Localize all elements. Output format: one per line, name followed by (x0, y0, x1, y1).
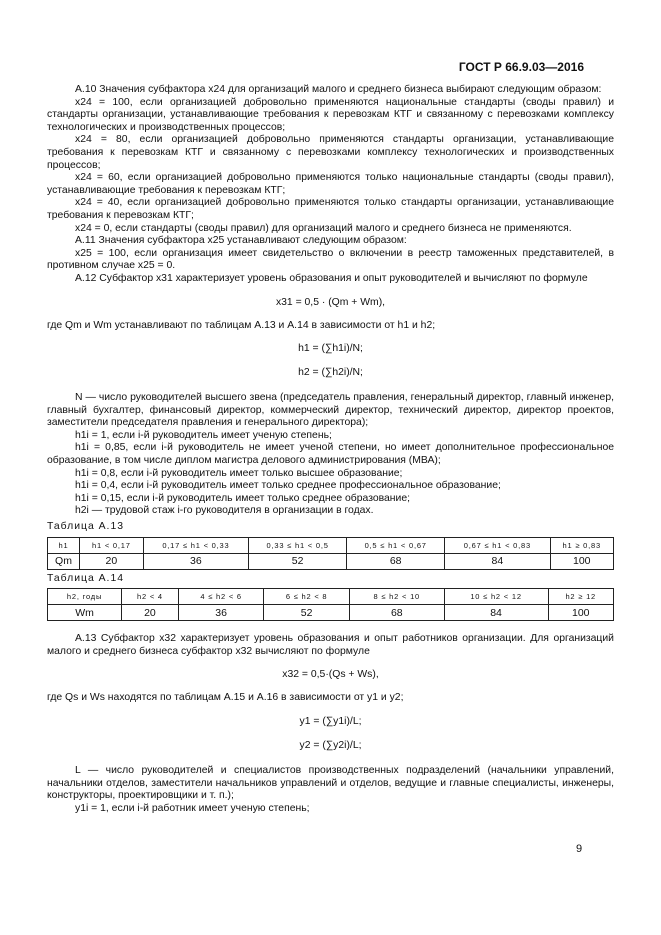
table-cell: 8 ≤ h2 < 10 (349, 589, 444, 605)
table-cell: Wm (48, 605, 122, 621)
formula-h2: h2 = (∑h2i)/N; (298, 367, 363, 379)
paragraph: L — число руководителей и специалистов производственных подразделений (начальники управлений, начальники отделов, заместители начальников управлений и отделов, ведущие и главные специалисты, инженеры, конструкторы, проектировщики и т. п.); (47, 765, 614, 802)
page-body (47, 84, 614, 815)
table-cell: 84 (445, 553, 550, 569)
table-cell: 100 (548, 605, 614, 621)
table-cell: 6 ≤ h2 < 8 (264, 589, 350, 605)
paragraph: А.11 Значения субфактора x25 устанавливают следующим образом: (75, 235, 407, 247)
table-row (48, 553, 614, 569)
table-cell: 4 ≤ h2 < 6 (178, 589, 264, 605)
table-cell: 100 (550, 553, 613, 569)
formula-x32: x32 = 0,5·(Qs + Ws), (282, 669, 379, 681)
page-number: 9 (576, 843, 583, 855)
table-cell: h1 (48, 537, 80, 553)
paragraph: А.13 Субфактор x32 характеризует уровень образования и опыт работников организации. Для организаций малого и среднего бизнеса субфактор x32 вычисляют по формуле (47, 633, 614, 657)
table-cell: 0,5 ≤ h1 < 0,67 (347, 537, 445, 553)
table-cell: 36 (178, 605, 264, 621)
table-row (48, 605, 614, 621)
paragraph: x24 = 40, если организацией добровольно применяются только стандарты организации, устанавливающие требования к перевозкам КТГ; (47, 197, 614, 221)
table-cell: 36 (143, 553, 248, 569)
paragraph: h1i = 0,85, если i-й руководитель не имеет ученой степени, но имеет дополнительное профессиональное образование, в том числе диплом магистра делового администрирования (МВА); (47, 442, 614, 467)
table-caption: Таблица А.14 (47, 572, 125, 584)
table-cell: 20 (122, 605, 179, 621)
table-cell: h2 < 4 (122, 589, 179, 605)
table-cell: 20 (79, 553, 143, 569)
paragraph: h1i = 0,8, если i-й руководитель имеет только высшее образование; (75, 467, 403, 479)
document-code: ГОСТ Р 66.9.03—2016 (458, 60, 584, 74)
paragraph: N — число руководителей высшего звена (председатель правления, генеральный директор, главный инженер, главный бухгалтер, финансовый директор, коммерческий директор, технический директор, директор проектов, заместители председателя правления и генерального директора); (47, 392, 614, 429)
table-cell: 68 (347, 553, 445, 569)
table-cell: 52 (249, 553, 347, 569)
table-cell: 84 (444, 605, 548, 621)
paragraph: А.10 Значения субфактора x24 для организаций малого и среднего бизнеса выбирают следующим образом: (75, 84, 602, 95)
formula-explanation: где Qs и Ws находятся по таблицам А.15 и А.16 в зависимости от y1 и y2; (47, 692, 404, 704)
formula-y2: y2 = (∑y2i)/L; (299, 740, 362, 751)
table-cell: h2, годы (48, 589, 122, 605)
table-cell: h1 ≥ 0,83 (550, 537, 613, 553)
table-cell: 0,67 ≤ h1 < 0,83 (445, 537, 550, 553)
paragraph: y1i = 1, если i-й работник имеет ученую степень; (75, 802, 310, 814)
formula-h1: h1 = (∑h1i)/N; (298, 343, 363, 355)
table-cell: 68 (349, 605, 444, 621)
formula-explanation: где Qm и Wm устанавливают по таблицам А.13 и А.14 в зависимости от h1 и h2; (47, 319, 436, 331)
formula-y1: y1 = (∑y1i)/L; (299, 716, 362, 727)
table-a13 (47, 537, 614, 570)
paragraph: h1i = 1, если i-й руководитель имеет ученую степень; (75, 429, 332, 441)
table-cell: 52 (264, 605, 350, 621)
paragraph: x25 = 100, если организация имеет свидетельство о включении в реестр таможенных представителей, в противном случае x25 = 0. (47, 247, 614, 272)
table-cell: 10 ≤ h2 < 12 (444, 589, 548, 605)
paragraph: h1i = 0,15, если i-й руководитель имеет только среднее образование; (75, 492, 411, 504)
paragraph: А.12 Субфактор x31 характеризует уровень образования и опыт руководителей и вычисляют по формуле (75, 272, 588, 284)
paragraph: x24 = 80, если организацией добровольно применяются стандарты организации, устанавливающие требования к перевозкам КТГ и связанному с перевозками комплексу технологических и производственных процессов; (47, 134, 614, 171)
paragraph: h2i — трудовой стаж i-го руководителя в организации в годах. (75, 505, 374, 517)
formula-x31: x31 = 0,5 · (Qm + Wm), (275, 296, 386, 308)
paragraph: x24 = 0, если стандарты (своды правил) для организаций малого и среднего бизнеса не применяются. (75, 222, 572, 234)
table-cell: h2 ≥ 12 (548, 589, 614, 605)
table-caption: Таблица А.13 (47, 521, 125, 533)
table-header-row (48, 589, 614, 605)
paragraph: h1i = 0,4, если i-й руководитель имеет только среднее профессиональное образование; (75, 480, 501, 492)
table-cell: h1 < 0,17 (79, 537, 143, 553)
paragraph: x24 = 100, если организацией добровольно применяются национальные стандарты (своды правил) и стандарты организации, устанавливающие требования к перевозкам КТГ и связанному с перевозками комплексу технологических и производственных процессов; (47, 96, 614, 133)
table-cell: 0,17 ≤ h1 < 0,33 (143, 537, 248, 553)
table-a14 (47, 588, 614, 621)
table-header-row (48, 537, 614, 553)
paragraph: x24 = 60, если организацией добровольно применяются только национальные стандарты (своды правил), устанавливающие требования к перевозкам КТГ; (47, 172, 614, 196)
table-cell: 0,33 ≤ h1 < 0,5 (249, 537, 347, 553)
table-cell: Qm (48, 553, 80, 569)
